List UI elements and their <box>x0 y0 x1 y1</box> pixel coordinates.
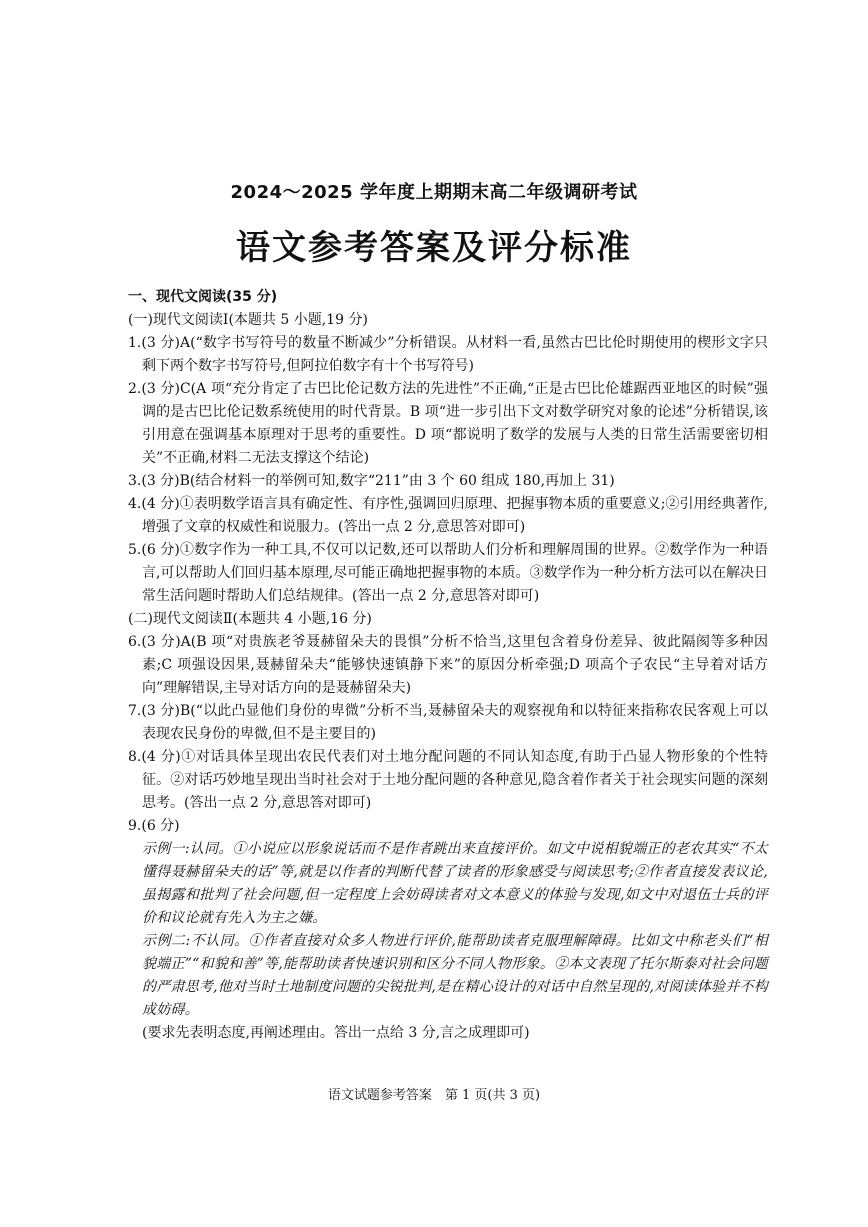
answer-q4: 4.(4 分)①表明数学语言具有确定性、有序性,强调回归原理、把握事物本质的重要意义;②引用经典著作,增强了文章的权威性和说服力。(答出一点 2 分,意思答对即可) <box>128 496 768 535</box>
document-title: 语文参考答案及评分标准 <box>236 228 632 268</box>
answer-q9: 9.(6 分) <box>128 818 180 834</box>
subsection-heading-reading-1: (一)现代文阅读Ⅰ(本题共 5 小题,19 分) <box>128 312 368 328</box>
answer-q7: 7.(3 分)B(“以此凸显他们身份的卑微”分析不当,聂赫留朵夫的观察视角和以特征来指称农民客观上可以表现农民身份的卑微,但不是主要目的) <box>128 703 768 742</box>
answer-q6: 6.(3 分)A(B 项“对贵族老爷聂赫留朵夫的畏惧”分析不恰当,这里包含着身份差异、彼此隔阂等多种因素;C 项强设因果,聂赫留朵夫“能够快速镇静下来”的原因分析牵强;D 项高个子农民“主导着对话方向”理解错误,主导对话方向的是聂赫留朵夫) <box>128 634 768 696</box>
answer-q9-example-2: 示例二:不认同。①作者直接对众多人物进行评价,能帮助读者克服理解障碍。比如文中称老头们“相貌端正”“和貌和善”等,能帮助读者快速识别和区分不同人物形象。②本文表现了托尔斯泰对社会问题的严肃思考,他对当时土地制度问题的尖锐批判,是在精心设计的对话中自然呈现的,对阅读体验并不构成妨碍。 <box>142 933 768 1018</box>
subsection-heading-reading-2: (二)现代文阅读Ⅱ(本题共 4 小题,16 分) <box>128 611 372 627</box>
answer-q9-example-1: 示例一:认同。①小说应以形象说话而不是作者跳出来直接评价。如文中说相貌端正的老农其实“不太懂得聂赫留朵夫的话”等,就是以作者的判断代替了读者的形象感受与阅读思考;②作者直接发表议论,虽揭露和批判了社会问题,但一定程度上会妨碍读者对文本意义的体验与发现,如文中对退伍士兵的评价和议论就有先入为主之嫌。 <box>142 841 768 926</box>
page-footer: 语文试题参考答案 第 1 页(共 3 页) <box>327 1088 541 1103</box>
answer-q8: 8.(4 分)①对话具体呈现出农民代表们对土地分配问题的不同认知态度,有助于凸显人物形象的个性特征。②对话巧妙地呈现出当时社会对于土地分配问题的各种意见,隐含着作者关于社会现实问题的深刻思考。(答出一点 2 分,意思答对即可) <box>128 749 768 811</box>
answer-q3: 3.(3 分)B(结合材料一的举例可知,数字“211”由 3 个 60 组成 180,再加上 31) <box>128 473 615 489</box>
exam-title: 2024～2025 学年度上期期末高二年级调研考试 <box>230 182 638 203</box>
answer-q9-scoring-note: (要求先表明态度,再阐述理由。答出一点给 3 分,言之成理即可) <box>142 1025 530 1041</box>
answer-q2: 2.(3 分)C(A 项“充分肯定了古巴比伦记数方法的先进性”不正确,“正是古巴比伦雄踞西亚地区的时候”强调的是古巴比伦记数系统使用的时代背景。B 项“进一步引出下文对数学研究对象的论述”分析错误,该引用意在强调基本原理对于思考的重要性。D 项“都说明了数学的发展与人类的日常生活需要密切相关”不正确,材料二无法支撑这个结论) <box>128 381 768 466</box>
section-heading-modern-reading: 一、现代文阅读(35 分) <box>128 289 278 305</box>
answer-content <box>128 286 768 1045</box>
answer-q5: 5.(6 分)①数字作为一种工具,不仅可以记数,还可以帮助人们分析和理解周围的世界。②数学作为一种语言,可以帮助人们回归基本原理,尽可能正确地把握事物的本质。③数学作为一种分析方法可以在解决日常生活问题时帮助人们总结规律。(答出一点 2 分,意思答对即可) <box>128 542 768 604</box>
answer-q1: 1.(3 分)A(“数字书写符号的数量不断减少”分析错误。从材料一看,虽然古巴比伦时期使用的楔形文字只剩下两个数字书写符号,但阿拉伯数字有十个书写符号) <box>128 335 768 374</box>
